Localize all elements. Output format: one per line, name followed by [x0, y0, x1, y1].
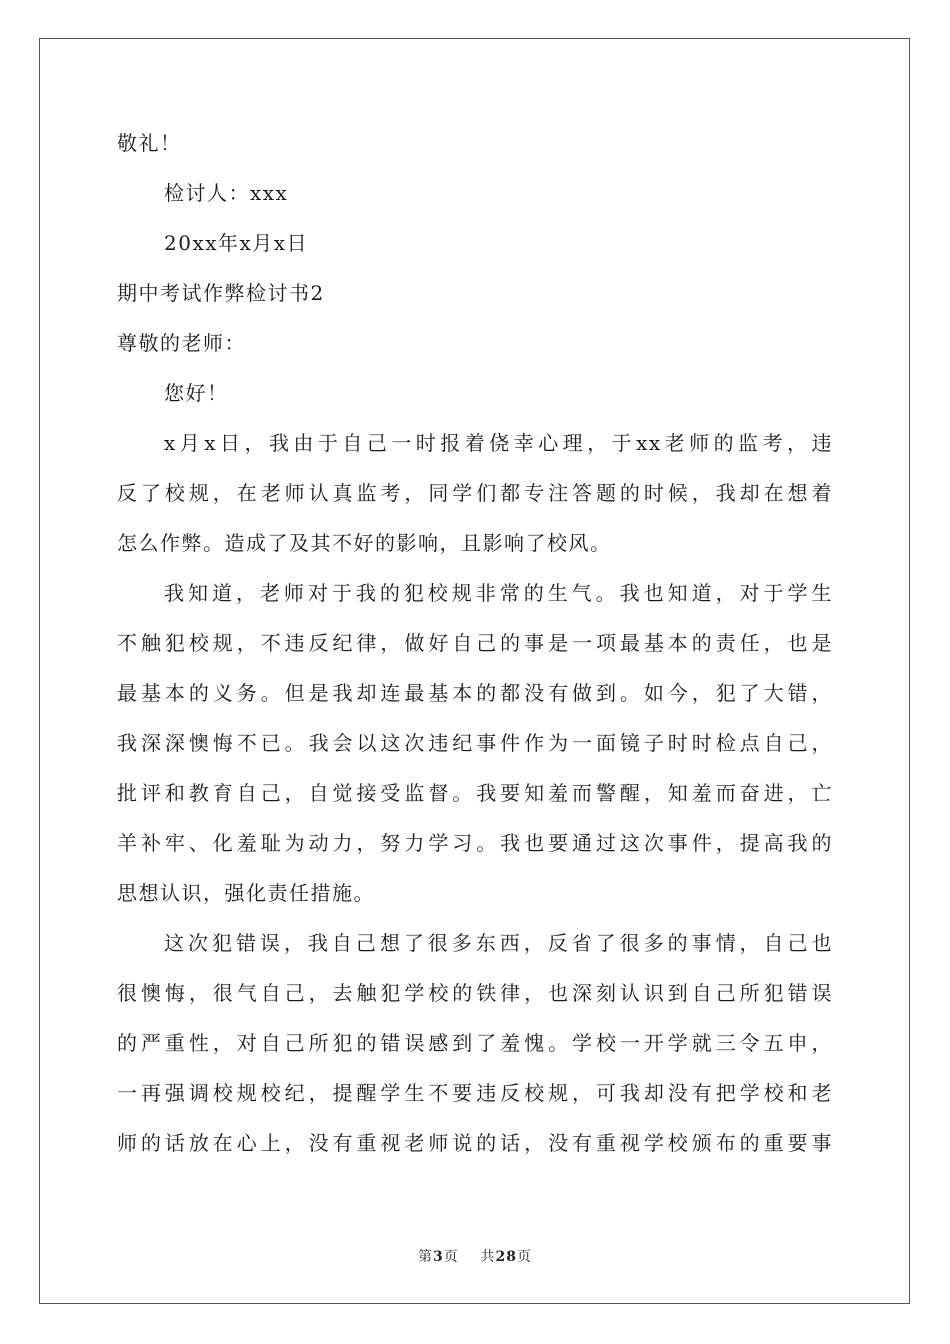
paragraph-line: x月x日，我由于自己一时报着侥幸心理，于xx老师的监考，违: [164, 431, 833, 455]
paragraph-2: [117, 578, 833, 908]
greeting: 您好！: [164, 381, 229, 405]
paragraph-line: 很懊悔，很气自己，去触犯学校的铁律，也深刻认识到自己所犯错误: [117, 981, 833, 1005]
closing-salute: 敬礼！: [117, 131, 182, 155]
date-line: 20xx年x月x日: [164, 231, 309, 255]
page-number: 3: [432, 1249, 444, 1265]
total-suffix: 页: [517, 1249, 533, 1265]
paragraph-line: 一再强调校规校纪，提醒学生不要违反校规，可我却没有把学校和老: [117, 1081, 833, 1105]
page-suffix: 页: [443, 1249, 459, 1265]
paragraph-line: 反了校规，在老师认真监考，同学们都专注答题的时候，我却在想着: [117, 481, 833, 505]
document-body: [117, 128, 833, 1178]
paragraph-line: 这次犯错误，我自己想了很多东西，反省了很多的事情，自己也: [164, 931, 833, 955]
paragraph-line: 我知道，老师对于我的犯校规非常的生气。我也知道，对于学生: [164, 581, 833, 605]
paragraph-line: 不触犯校规，不违反纪律，做好自己的事是一项最基本的责任，也是: [117, 631, 833, 655]
total-pages: 28: [495, 1249, 518, 1265]
section-title: 期中考试作弊检讨书2: [117, 281, 325, 305]
paragraph-1: [117, 428, 833, 558]
paragraph-3: [117, 928, 833, 1158]
page-prefix: 第: [417, 1249, 433, 1265]
paragraph-line: 的严重性，对自己所犯的错误感到了羞愧。学校一开学就三令五申，: [117, 1031, 833, 1055]
paragraph-line: 师的话放在心上，没有重视老师说的话，没有重视学校颁布的重要事: [117, 1131, 833, 1155]
paragraph-line: 批评和教育自己，自觉接受监督。我要知羞而警醒，知羞而奋进，亡: [117, 781, 833, 805]
paragraph-line: 羊补牢、化羞耻为动力，努力学习。我也要通过这次事件，提高我的: [117, 831, 833, 855]
page-footer: [0, 1246, 950, 1266]
paragraph-line: 怎么作弊。造成了及其不好的影响，且影响了校风。: [117, 531, 612, 555]
total-prefix: 共: [480, 1249, 496, 1265]
salutation: 尊敬的老师：: [117, 331, 246, 355]
paragraph-line: 最基本的义务。但是我却连最基本的都没有做到。如今，犯了大错，: [117, 681, 833, 705]
paragraph-line: 思想认识，强化责任措施。: [117, 881, 375, 905]
signer-line: 检讨人：xxx: [164, 181, 289, 205]
paragraph-line: 我深深懊悔不已。我会以这次违纪事件作为一面镜子时时检点自己，: [117, 731, 833, 755]
